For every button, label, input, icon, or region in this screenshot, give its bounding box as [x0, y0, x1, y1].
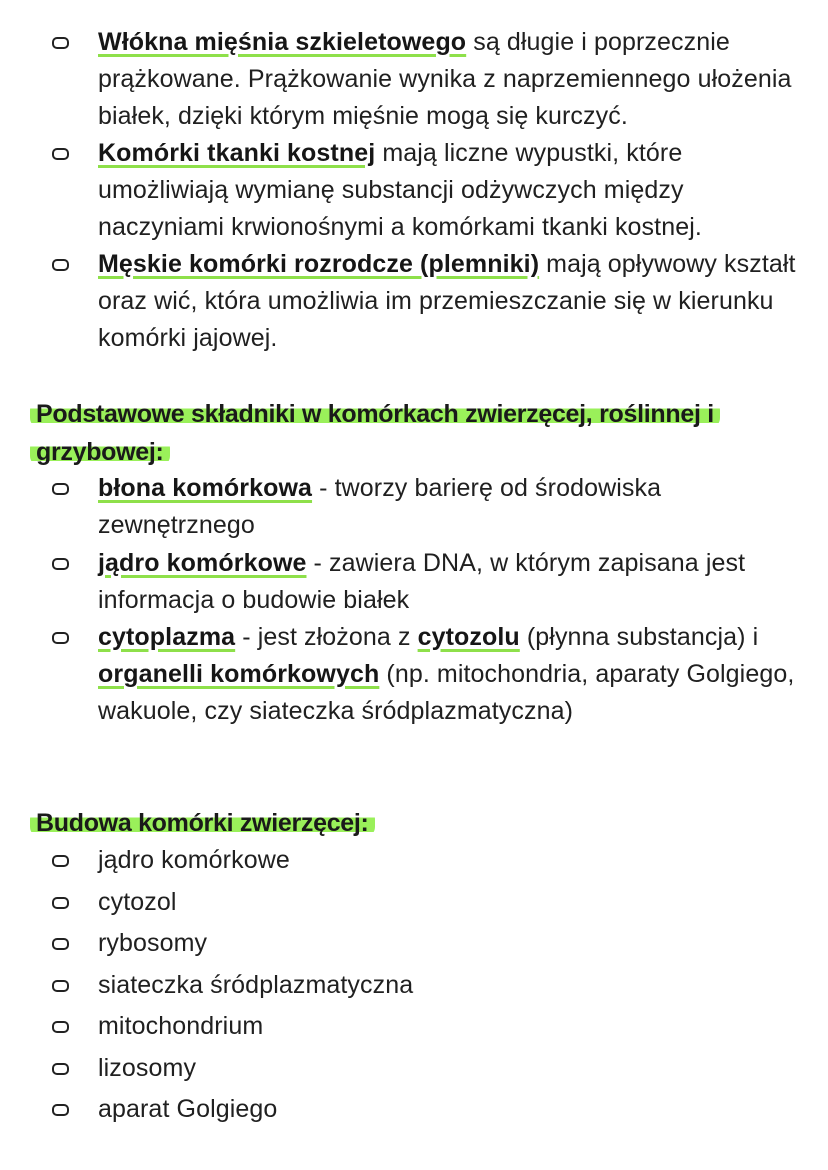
key-term: cytoplazma — [98, 623, 236, 651]
list-item — [50, 925, 810, 962]
key-term: błona komórkowa — [98, 474, 313, 502]
list-item — [50, 1091, 810, 1128]
key-term: Komórki tkanki kostnej — [98, 139, 376, 167]
list-item — [50, 135, 810, 246]
checkbox-bullet-icon — [52, 1021, 69, 1033]
list-item-text: cytozol — [98, 888, 177, 916]
list-item — [50, 1008, 810, 1045]
checkbox-bullet-icon — [52, 37, 69, 49]
list-item — [50, 1050, 810, 1087]
section-heading: Budowa komórki zwierzęcej: — [30, 804, 375, 842]
checkbox-bullet-icon — [52, 632, 69, 644]
checkbox-bullet-icon — [52, 855, 69, 867]
list-item — [50, 842, 810, 879]
list-item-text: błona komórkowa - tworzy barierę od środowiska zewnętrznego — [98, 474, 662, 539]
list-item-text: cytoplazma - jest złożona z cytozolu (płynna substancja) i organelli komórkowych (np. mitochondria, aparaty Golgiego, wakuole, czy siateczka śródplazmatyczna) — [98, 623, 795, 725]
checkbox-bullet-icon — [52, 1104, 69, 1116]
list-item — [50, 470, 810, 544]
list-item — [50, 246, 810, 357]
key-term: jądro komórkowe — [98, 549, 307, 577]
key-term: Włókna mięśnia szkieletowego — [98, 28, 467, 56]
list-item-text: siateczka śródplazmatyczna — [98, 971, 414, 999]
checkbox-bullet-icon — [52, 1063, 69, 1075]
checkbox-bullet-icon — [52, 483, 69, 495]
list-item-text: Męskie komórki rozrodcze (plemniki) mają opływowy kształt oraz wić, która umożliwia im przemieszczanie się w kierunku komórki jajowej. — [98, 250, 796, 352]
list-item-text: jądro komórkowe — [98, 846, 290, 874]
checkbox-bullet-icon — [52, 148, 69, 160]
list-item-text: jądro komórkowe - zawiera DNA, w którym zapisana jest informacja o budowie białek — [98, 549, 746, 614]
checkbox-bullet-icon — [52, 938, 69, 950]
list-item — [50, 545, 810, 619]
checkbox-bullet-icon — [52, 897, 69, 909]
list-item — [50, 967, 810, 1004]
checkbox-bullet-icon — [52, 980, 69, 992]
list-item-text: lizosomy — [98, 1054, 197, 1082]
checkbox-bullet-icon — [52, 558, 69, 570]
list-item-text: mitochondrium — [98, 1012, 264, 1040]
list-item — [50, 619, 810, 730]
checkbox-bullet-icon — [52, 259, 69, 271]
list-item — [50, 24, 810, 135]
list-item-text: Włókna mięśnia szkieletowego są długie i poprzecznie prążkowane. Prążkowanie wynika z naprzemiennego ułożenia białek, dzięki którym mięśnie mogą się kurczyć. — [98, 28, 792, 130]
list-item-text: aparat Golgiego — [98, 1095, 278, 1123]
list-item — [50, 884, 810, 921]
key-term: organelli komórkowych — [98, 660, 380, 688]
section-heading: Podstawowe składniki w komórkach zwierzęcej, roślinnej i grzybowej: — [30, 395, 810, 471]
list-item-text: Komórki tkanki kostnej mają liczne wypustki, które umożliwiają wymianę substancji odżywczych między naczyniami krwionośnymi a komórkami tkanki kostnej. — [98, 139, 702, 241]
key-term: Męskie komórki rozrodcze (plemniki) — [98, 250, 540, 278]
list-item-text: rybosomy — [98, 929, 208, 957]
key-term: cytozolu — [417, 623, 520, 651]
